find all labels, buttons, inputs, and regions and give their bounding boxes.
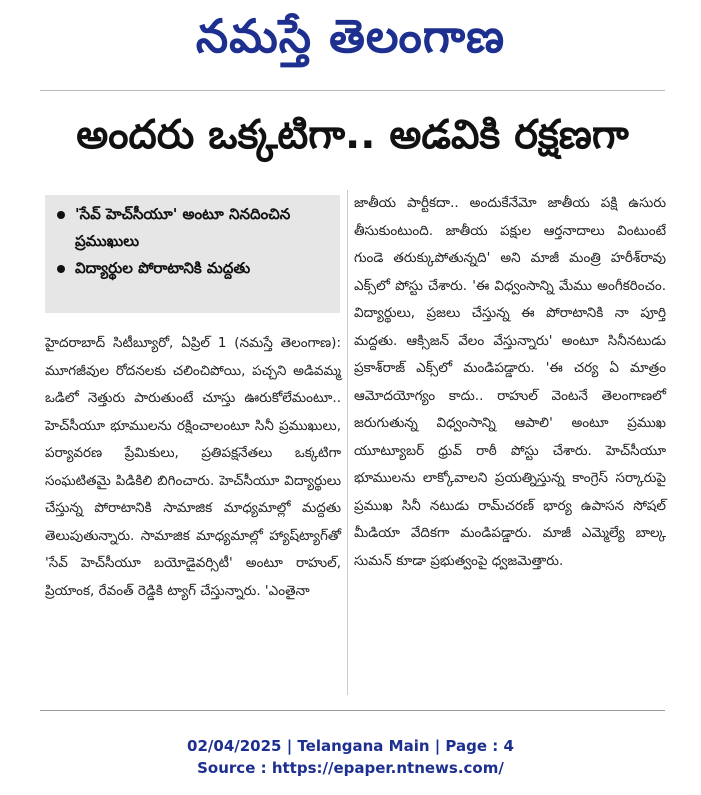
bullet-icon — [57, 211, 65, 219]
highlight-item — [55, 255, 330, 282]
article-left-column: హైదరాబాద్ సిటీబ్యూరో, ఏప్రిల్ 1 (నమస్తే తెలంగాణ): మూగజీవుల రోదనలకు చలించిపోయి, పచ్చని అడివమ్మ ఒడిలో నెత్తురు పారుతుంటే చూస్తు ఊరుకోలేమంటూ.. హెచ్‌సీయూ భూములను రక్షించాలంటూ సినీ ప్రముఖులు, పర్యావరణ ప్రేమికులు, ప్రతిపక్షనేతలు ఒక్కటిగా సంఘటితమై పిడికిలి బిగించారు. హెచ్‌సీయూ విద్యార్థులు చేస్తున్న పోరాటానికి సామాజిక మాధ్యమాల్లో మద్దతు తెలుపుతున్నారు. సామాజిక మాధ్యమాల్లో హ్యాష్‌ట్యాగ్‌తో 'సేవ్ హెచ్‌సీయూ బయోడైవర్సిటీ' అంటూ రాహుల్, ప్రియాంక, రేవంత్ రెడ్డికి ట్యాగ్ చేస్తున్నారు. 'ఎంతైనా — [45, 335, 341, 599]
highlights-box — [45, 195, 340, 313]
source-link[interactable]: Source : https://epaper.ntnews.com/ — [197, 759, 504, 777]
highlight-item — [55, 201, 330, 255]
header-divider — [40, 90, 665, 91]
article-headline: అందరు ఒక్కటిగా.. అడవికి రక్షణగా — [76, 112, 629, 158]
highlight-text: విద్యార్థుల పోరాటానికి మద్దతు — [75, 259, 251, 277]
masthead-logo — [0, 4, 701, 80]
footer — [0, 735, 701, 779]
footer-divider — [40, 710, 665, 711]
column-divider — [347, 190, 348, 695]
edition-info: 02/04/2025 | Telangana Main | Page : 4 — [187, 737, 514, 755]
masthead-title: నమస్తే తెలంగాణ — [195, 9, 506, 63]
highlight-text: 'సేవ్ హెచ్‌సీయూ' అంటూ నినదించిన ప్రముఖులు — [75, 205, 291, 250]
article-right-column: జాతీయ పార్టీకదా.. అందుకేనేమో జాతీయ పక్షి ఉసురు తీసుకుంటుంది. జాతీయ పక్షుల ఆర్తనాదాలు వింటుంటే గుండె తరుక్కుపోతున్నది' అని మాజీ మంత్రి హరీశ్‌రావు ఎక్స్‌లో పోస్టు చేశారు. 'ఈ విధ్వంసాన్ని మేము అంగీకరించం. విద్యార్థులు, ప్రజలు చేస్తున్న ఈ పోరాటానికి నా పూర్తి మద్దతు. ఆక్సిజన్ వేలం వేస్తున్నారు' అంటూ సినీనటుడు ప్రకాశ్‌రాజ్ ఎక్స్‌లో మండిపడ్డారు. 'ఈ చర్య ఏ మాత్రం ఆమోదయోగ్యం కాదు.. రాహుల్ వెంటనే తెలంగాణలో జరుగుతున్న విధ్వంసాన్ని ఆపాలి' అంటూ ప్రముఖ యూట్యూబర్ ధ్రువ్ రాఠీ పోస్టు చేశారు. హెచ్‌సీయూ భూములను లాక్కోవాలని ప్రయత్నిస్తున్న కాంగ్రెస్ సర్కారుపై ప్రముఖ సినీ నటుడు రామ్‌చరణ్ భార్య ఉపాసన సోషల్ మీడియా వేదికగా మండిపడ్డారు. మాజీ ఎమ్మెల్యే బాల్క సుమన్ కూడా ప్రభుత్వంపై ధ్వజమెత్తారు. — [354, 195, 666, 569]
bullet-icon — [57, 265, 65, 273]
